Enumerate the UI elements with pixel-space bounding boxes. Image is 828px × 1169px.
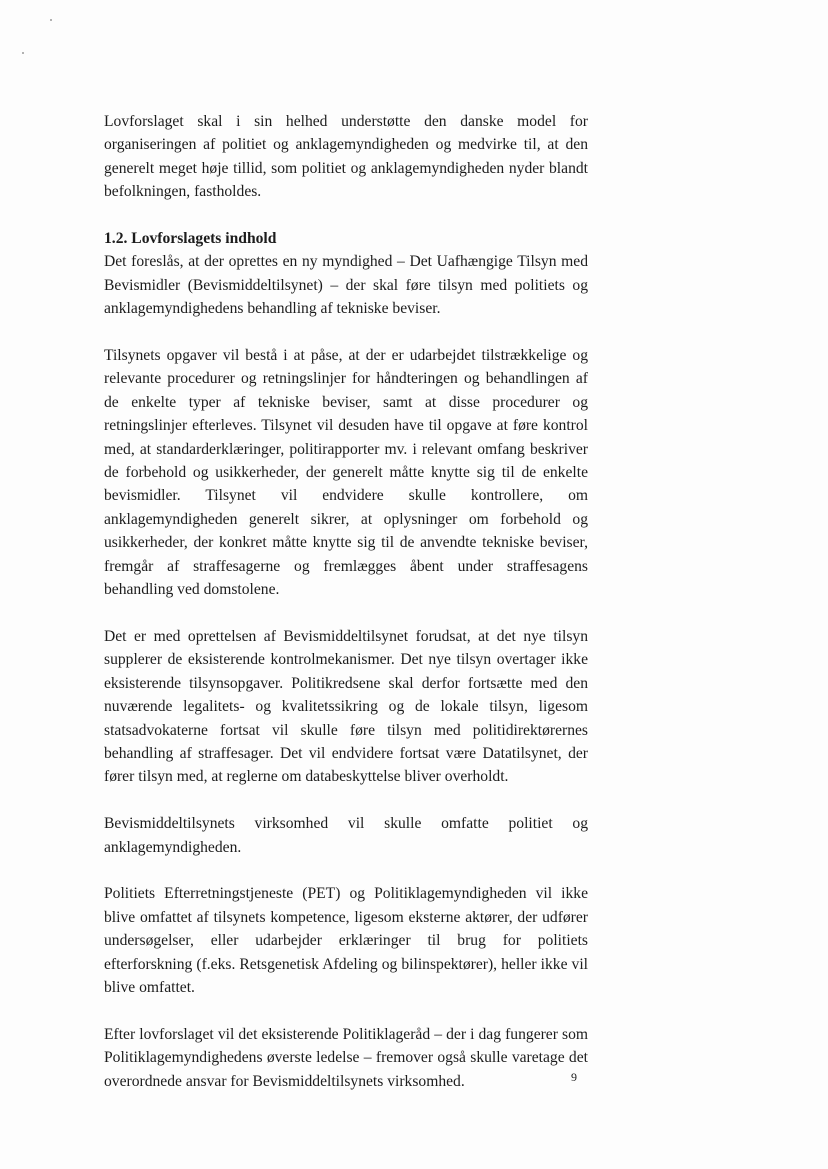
paragraph-exclusions: Politiets Efterretningstjeneste (PET) og Politiklagemyndigheden vil ikke blive omfattet af tilsynets kompetence, ligesom eksterne aktører, der udfører undersøgelser, eller udarbejder erklæringer til brug for politiets efterforskning (f.eks. Retsgenetisk Afdeling og bilinspektører), heller ikke vil blive omfattet.	[104, 885, 588, 996]
paragraph-gap	[104, 999, 588, 1022]
paragraph-new-authority: Det foreslås, at der oprettes en ny myndighed – Det Uafhængige Tilsyn med Bevismidler (Bevismiddeltilsynet) – der skal føre tilsyn med politiets og anklagemyndighedens behandling af tekniske beviser.	[104, 253, 588, 318]
paragraph-gap	[104, 204, 588, 227]
page-number: 9	[571, 1070, 577, 1084]
paragraph-control-mechanisms: Det er med oprettelsen af Bevismiddeltilsynet forudsat, at det nye tilsyn supplerer de eksisterende kontrolmekanismer. Det nye tilsyn overtager ikke eksisterende tilsynsopgaver. Politikredsene skal derfor fortsætte med den nuværende legalitets- og kvalitetssikring og de lokale tilsyn, ligesom statsadvokaterne fortsat vil skulle føre tilsyn med politidirektørernes behandling af straffesager. Det vil endvidere fortsat være Datatilsynet, der fører tilsyn med, at reglerne om databeskyttelse bliver overholdt.	[104, 627, 588, 786]
page-body	[104, 110, 588, 1093]
scan-speck	[22, 52, 24, 54]
paragraph-council: Efter lovforslaget vil det eksisterende Politiklageråd – der i dag fungerer som Politiklagemyndighedens øverste ledelse – fremover også skulle varetage det overordnede ansvar for Bevismiddeltilsynets virksomhed.	[104, 1025, 588, 1090]
scan-speck	[50, 19, 52, 21]
paragraph-tasks: Tilsynets opgaver vil bestå i at påse, at der er udarbejdet tilstrækkelige og relevante procedurer og retningslinjer for håndteringen og behandlingen af de enkelte typer af tekniske beviser, samt at disse procedurer og retningslinjer efterleves. Tilsynet vil desuden have til opgave at føre kontrol med, at standarderklæringer, politirapporter mv. i relevant omfang beskriver de forbehold og usikkerheder, der generelt måtte knytte sig til de enkelte bevismidler. Tilsynet vil endvidere skulle kontrollere, om anklagemyndigheden generelt sikrer, at oplysninger om forbehold og usikkerheder, der konkret måtte knytte sig til de anvendte tekniske beviser, fremgår af straffesagerne og fremlægges åbent under straffesagens behandling ved domstolene.	[104, 347, 588, 599]
paragraph-organisation: Lovforslaget skal i sin helhed understøtte den danske model for organiseringen af politiet og anklagemyndigheden og medvirke til, at den generelt meget høje tillid, som politiet og anklagemyndigheden nyder blandt befolkningen, fastholdes.	[104, 113, 588, 201]
paragraph-gap	[104, 602, 588, 625]
paragraph-gap	[104, 321, 588, 344]
paragraph-gap	[104, 859, 588, 882]
paragraph-gap	[104, 789, 588, 812]
section-heading: 1.2. Lovforslagets indhold	[104, 230, 277, 248]
paragraph-scope: Bevismiddeltilsynets virksomhed vil skulle omfatte politiet og anklagemyndigheden.	[104, 815, 588, 856]
